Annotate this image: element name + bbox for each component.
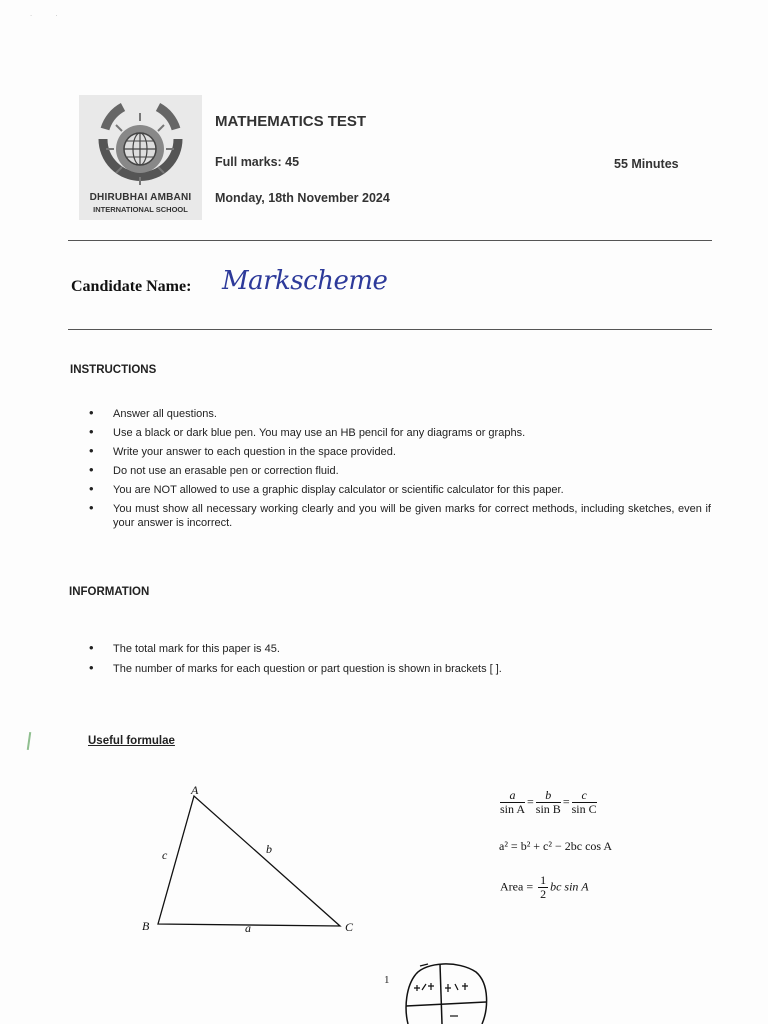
full-marks: Full marks: 45 xyxy=(215,155,300,169)
globe-emblem-icon xyxy=(93,99,188,191)
vertex-label-c: C xyxy=(345,920,354,934)
candidate-divider xyxy=(68,329,712,330)
instructions-list xyxy=(89,407,711,535)
list-item: • Use a black or dark blue pen. You may use an HB pencil for any diagrams or graphs. xyxy=(89,426,711,440)
candidate-name-label: Candidate Name: xyxy=(71,278,192,295)
information-list xyxy=(89,642,709,682)
candidate-name-value: Markscheme xyxy=(222,266,388,296)
list-item: • You must show all necessary working clearly and you will be given marks for correct methods, including sketches, even if your answer is incorrect. xyxy=(89,502,711,530)
school-logo xyxy=(79,95,202,220)
hand-drawn-doodle xyxy=(398,960,493,1024)
list-item: • Answer all questions. xyxy=(89,407,711,421)
instructions-heading: INSTRUCTIONS xyxy=(70,364,157,376)
list-item: • You are NOT allowed to use a graphic display calculator or scientific calculator for this paper. xyxy=(89,483,711,497)
area-prefix: Area = xyxy=(500,879,534,894)
sine-rule: $\frac{a}{\text{sin A}}$ = $\frac{b}{\text{sin B}}$ = $\frac{c}{\text{sin C}}$ xyxy=(500,788,597,816)
vertex-label-a: A xyxy=(191,783,199,797)
list-item: • The total mark for this paper is 45. xyxy=(89,642,709,656)
side-label-a: a xyxy=(245,921,251,935)
side-label-b: b xyxy=(266,842,272,856)
sine-rule-num-b: b xyxy=(536,789,561,803)
list-item: • Do not use an erasable pen or correction fluid. xyxy=(89,464,711,478)
area-fraction-num: 1 xyxy=(540,873,547,887)
list-item: • The number of marks for each question or part question is shown in brackets [ ]. xyxy=(89,662,709,676)
test-duration: 55 Minutes xyxy=(614,157,679,171)
area-formula xyxy=(500,874,589,901)
cosine-rule: a² = b² + c² − 2bc cos A xyxy=(499,839,613,853)
logo-school-name: DHIRUBHAI AMBANI xyxy=(89,192,192,203)
test-date: Monday, 18th November 2024 xyxy=(215,191,390,205)
page-number: 1 xyxy=(384,974,390,986)
logo-school-subtitle: INTERNATIONAL SCHOOL xyxy=(93,205,188,214)
sine-rule-den-b: sin B xyxy=(535,802,561,816)
side-label-c: c xyxy=(162,848,168,862)
margin-mark xyxy=(27,732,31,750)
triangle-diagram xyxy=(140,780,370,940)
list-item: • Write your answer to each question in the space provided. xyxy=(89,445,711,459)
vertex-label-b: B xyxy=(142,919,150,933)
information-heading: INFORMATION xyxy=(69,586,150,598)
sine-rule-num-a: a xyxy=(500,789,525,803)
formulae-heading: Useful formulae xyxy=(88,735,175,747)
header-divider xyxy=(68,240,712,241)
triangle-shape xyxy=(158,796,340,926)
sine-rule-den-c: sin C xyxy=(571,802,597,816)
sine-rule-den-a: sin A xyxy=(500,802,526,816)
area-suffix: bc sin A xyxy=(550,879,589,894)
sine-rule-num-c: c xyxy=(572,789,597,803)
area-fraction-den: 2 xyxy=(540,887,547,901)
scan-specks: ˙ ˙ xyxy=(30,14,59,24)
test-title: MATHEMATICS TEST xyxy=(215,113,367,130)
